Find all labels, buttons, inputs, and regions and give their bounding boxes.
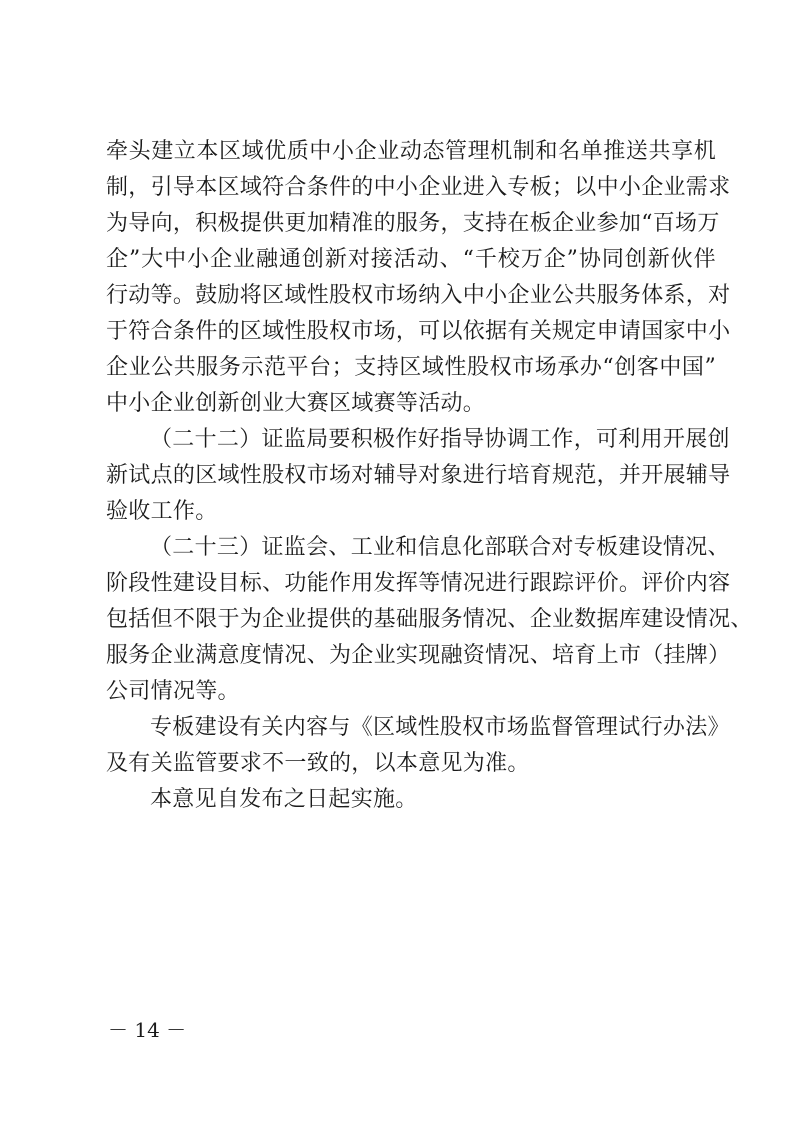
text-line: 及有关监管要求不一致的，以本意见为准。 xyxy=(106,751,530,776)
text-line: 行动等。鼓励将区域性股权市场纳入中小企业公共服务体系，对 xyxy=(106,283,731,308)
paragraph-effective-date xyxy=(106,782,716,818)
page-number: － 14 － xyxy=(108,1018,187,1042)
text-line: 为导向，积极提供更加精准的服务，支持在板企业参加“百场万 xyxy=(106,211,720,236)
text-line: （二十二）证监局要积极作好指导协调工作，可利用开展创 xyxy=(150,427,730,452)
text-line: 公司情况等。 xyxy=(106,679,240,704)
text-line: 于符合条件的区域性股权市场，可以依据有关规定申请国家中小 xyxy=(106,319,731,344)
text-line: 包括但不限于为企业提供的基础服务情况、企业数据库建设情况、 xyxy=(106,607,753,632)
paragraph-continued xyxy=(106,134,731,422)
text-line: 制，引导本区域符合条件的中小企业进入专板；以中小企业需求 xyxy=(106,175,731,200)
paragraph-consistency-note xyxy=(106,710,730,782)
text-line: 验收工作。 xyxy=(106,499,218,524)
paragraph-item-23 xyxy=(106,530,753,710)
text-line: 企业公共服务示范平台；支持区域性股权市场承办“创客中国” xyxy=(106,355,716,380)
body-text xyxy=(106,134,753,818)
text-line: 专板建设有关内容与《区域性股权市场监督管理试行办法》 xyxy=(150,715,730,740)
text-line: 服务企业满意度情况、为企业实现融资情况、培育上市（挂牌） xyxy=(106,643,731,668)
text-line: 本意见自发布之日起实施。 xyxy=(150,787,418,812)
text-line: 牵头建立本区域优质中小企业动态管理机制和名单推送共享机 xyxy=(106,139,716,164)
text-line: 阶段性建设目标、功能作用发挥等情况进行跟踪评价。评价内容 xyxy=(106,571,731,596)
text-line: 中小企业创新创业大赛区域赛等活动。 xyxy=(106,391,486,416)
text-line: （二十三）证监会、工业和信息化部联合对专板建设情况、 xyxy=(150,535,730,560)
paragraph-item-22 xyxy=(106,422,731,530)
text-line: 企”大中小企业融通创新对接活动、“千校万企”协同创新伙伴 xyxy=(106,247,716,272)
text-line: 新试点的区域性股权市场对辅导对象进行培育规范，并开展辅导 xyxy=(106,463,731,488)
